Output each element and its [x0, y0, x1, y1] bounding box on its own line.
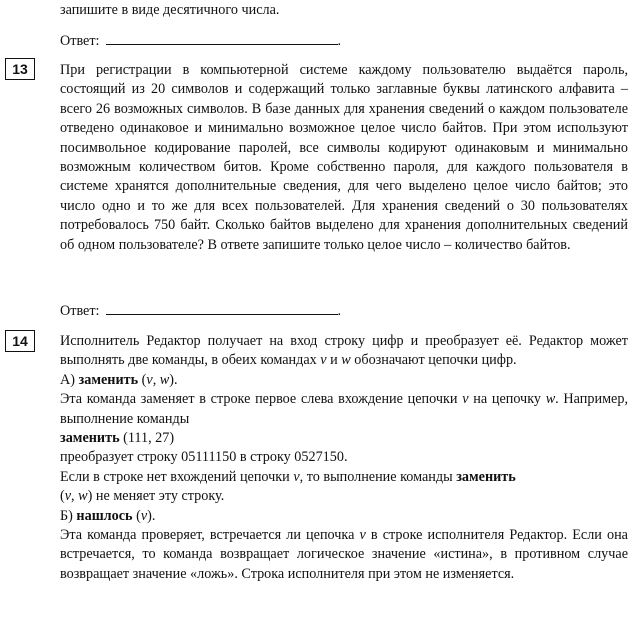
answer-line-13	[60, 301, 341, 321]
q14-command-a: А) заменить (v, w).	[60, 371, 178, 388]
q14-intro: Исполнитель Редактор получает на вход строку цифр и преобразует её. Редактор может выполнять две команды, в обеих командах v и w обозначают цепочки цифр.	[60, 333, 628, 369]
answer-dot: .	[337, 33, 342, 49]
answer-line-12	[60, 31, 341, 51]
question-number-13: 13	[5, 58, 35, 80]
previous-question-tail: запишите в виде десятичного числа.	[60, 2, 280, 18]
q14-replace-description: Эта команда заменяет в строке первое слева вхождение цепочки v на цепочку w. Например, выполнение команды	[60, 391, 628, 427]
question-14-body	[60, 332, 628, 584]
answer-label: Ответ:	[60, 303, 100, 319]
answer-dot: .	[337, 303, 342, 319]
question-number-14: 14	[5, 330, 35, 352]
q14-example-result: преобразует строку 05111150 в строку 0527150.	[60, 449, 348, 466]
q14-found-description: Эта команда проверяет, встречается ли цепочка v в строке исполнителя Редактор. Если она встречается, то команда возвращает логическое значение «истина», в противном случае возвращает значение «ложь». Строка исполнителя при этом не изменяется.	[60, 527, 628, 582]
answer-blank[interactable]	[106, 31, 338, 45]
q14-no-occurrence: Если в строке нет вхождений цепочки v, то выполнение команды заменить (v, w) не меняет эту строку.	[60, 468, 516, 505]
q14-command-b: Б) нашлось (v).	[60, 507, 156, 524]
question-13-text: При регистрации в компьютерной системе каждому пользователю выдаётся пароль, состоящий из 20 символов и содержащий только заглавные буквы латинского алфавита – всего 26 возможных символов. В базе данных для хранения сведений о каждом пользователе отведено одинаковое и минимально возможное целое число байтов. При этом используют посимвольное кодирование паролей, все символы кодируют одинаковым и минимально возможным количеством битов. Кроме собственно пароля, для каждого пользователя в системе хранятся дополнительные сведения, для чего выделено целое число байтов; это число одно и то же для всех пользователей. Для хранения сведений о 30 пользователях потребовалось 750 байт. Сколько байтов выделено для хранения дополнительных сведений об одном пользователе? В ответе запишите только целое число – количество байтов.	[60, 62, 628, 253]
answer-label: Ответ:	[60, 33, 100, 49]
q14-example-command: заменить (111, 27)	[60, 430, 175, 447]
answer-blank[interactable]	[106, 301, 338, 315]
